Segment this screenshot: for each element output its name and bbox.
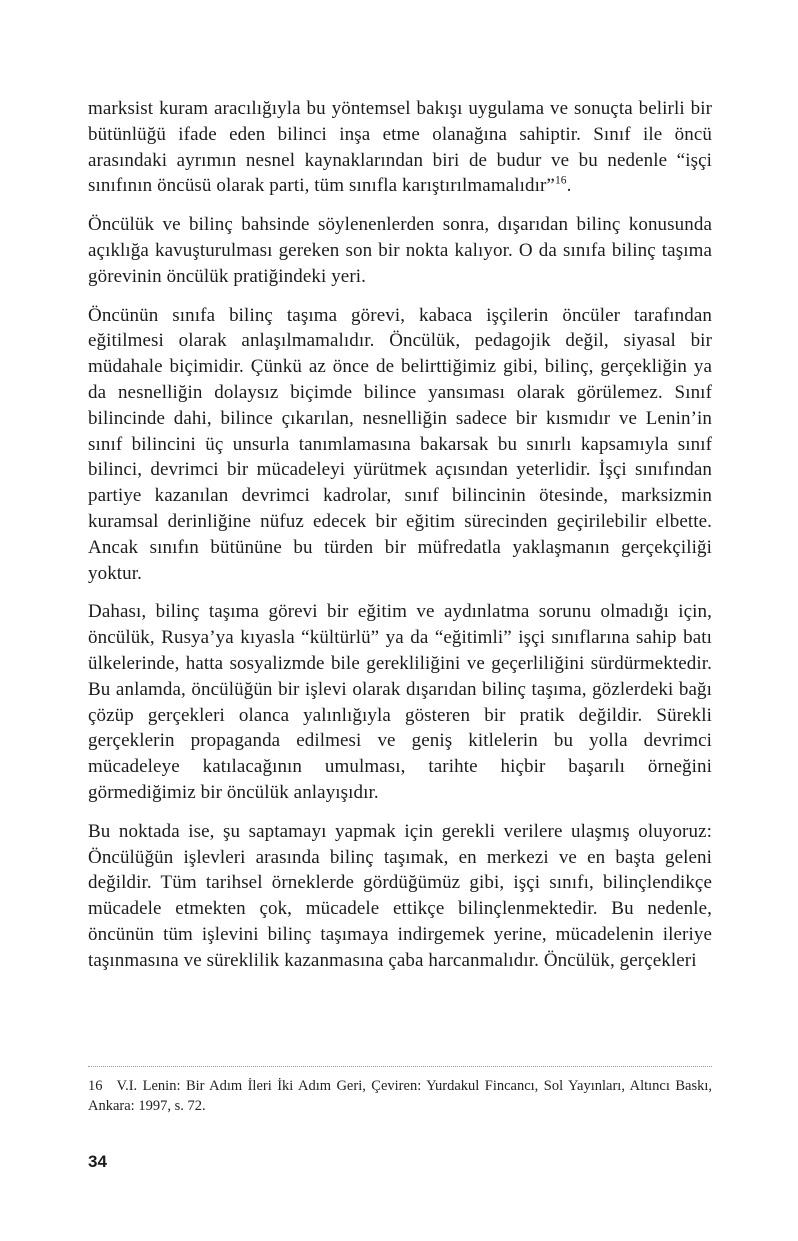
page-number: 34	[88, 1152, 107, 1171]
paragraph-1-text: marksist kuram aracılığıyla bu yöntemsel bakışı uygulama ve sonuçta belirli bir bütünlüğü ifade eden bilinci inşa etme olanağına sahiptir. Sınıf ile öncü arasındaki ayrımın nesnel kaynaklarından biri de budur ve bu nedenle “işçi sınıfının öncüsü olarak parti, tüm sınıfla karıştırılmamalıdır”	[88, 98, 712, 197]
paragraph-2: Öncülük ve bilinç bahsinde söylenenlerden sonra, dışarıdan bilinç konusunda açıklığa kavuşturulması gereken son bir nokta kalıyor. O da sınıfa bilinç taşıma görevinin öncülük pratiğindeki yeri.	[88, 214, 712, 287]
paragraph-4: Dahası, bilinç taşıma görevi bir eğitim ve aydınlatma sorunu olmadığı için, öncülük, Rusya’ya kıyasla “kültürlü” ya da “eğitimli” işçi sınıflarına sahip batı ülkelerinde, hatta sosyalizmde bile gerekliliğini ve geçerliliğini sürdürmektedir. Bu anlamda, öncülüğün bir işlevi olarak dışarıdan bilinç taşıma, gözlerdeki bağı çözüp gerçekleri olanca yalınlığıyla gösteren bir pratik değildir. Sürekli gerçeklerin propaganda edilmesi ve geniş kitlelerin bu yolla devrimci mücadeleye katılacağının umulması, tarihte hiçbir başarılı örneğini görmediğimiz bir öncülük anlayışıdır.	[88, 601, 712, 803]
footnote	[88, 1076, 712, 1116]
footnote-separator	[88, 1066, 712, 1067]
footnote-reference-16: 16	[554, 175, 567, 188]
paragraph-5: Bu noktada ise, şu saptamayı yapmak için gerekli verilere ulaşmış oluyoruz: Öncülüğün işlevleri arasında bilinç taşımak, en merkezi ve en başta geleni değildir. Tüm tarihsel örneklerde gördüğümüz gibi, işçi sınıfı, bilinçlendikçe mücadele etmekten çok, mücadele ettikçe bilinçlenmektedir. Bu nedenle, öncünün tüm işlevini bilinç taşımaya indirgemek yerine, mücadelenin ileriye taşınmasına ve süreklilik kazanmasına çaba harcanmalıdır. Öncülük, gerçekleri	[88, 820, 712, 971]
footnote-text: V.I. Lenin: Bir Adım İleri İki Adım Geri, Çeviren: Yurdakul Fincancı, Sol Yayınları, Altıncı Baskı, Ankara: 1997, s. 72.	[88, 1078, 712, 1114]
paragraph-1	[88, 96, 712, 199]
page-body-text	[88, 96, 712, 987]
footnote-number: 16	[88, 1078, 103, 1094]
paragraph-1-period: .	[566, 175, 572, 197]
paragraph-3: Öncünün sınıfa bilinç taşıma görevi, kabaca işçilerin öncüler tarafından eğitilmesi olarak anlaşılmamalıdır. Öncülük, pedagojik değil, siyasal bir müdahale biçimidir. Çünkü az önce de belirttiğimiz gibi, bilinç, gerçekliğin ya da nesnelliğin dolaysız biçimde bilince yansıması olarak görülemez. Sınıf bilincinde dahi, bilince çıkarılan, nesnelliğin sadece bir kısmıdır ve Lenin’in sınıf bilincini üç unsurla tanımlamasına bakarsak bu sınırlı kapsamıyla sınıf bilinci, devrimci bir mücadeleyi yürütmek açısından yeterlidir. İşçi sınıfından partiye kazanılan devrimci kadrolar, sınıf bilincinin ötesinde, marksizmin kuramsal derinliğine nüfuz edecek bir eğitim sürecinden geçirilebilir elbette. Ancak sınıfın bütününe bu türden bir müfredatla yaklaşmanın gerçekçiliği yoktur.	[88, 304, 712, 584]
